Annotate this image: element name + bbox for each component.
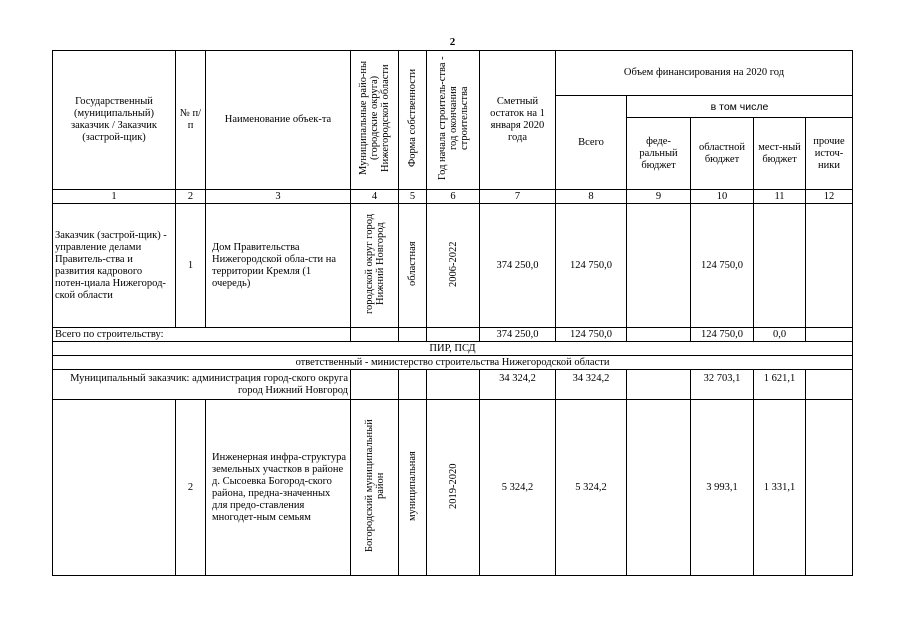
header-object-name: Наименование объек-та — [206, 51, 351, 190]
row1-ownership — [399, 204, 427, 328]
header-districts-text: Муниципальные райо-ны (городские округа) Нижегородской области — [358, 60, 391, 176]
col-num: 7 — [480, 190, 556, 204]
row2-district — [351, 400, 399, 576]
municipal-customer-row — [53, 370, 853, 400]
row2-object: Инженерная инфра-структура земельных участков в районе д. Сысоевка Богород-ского района, предна-значенных для предо-ставления многодет-ным семьям — [206, 400, 351, 576]
header-years-text: Год начала строитель-ства - год окончания строительства — [436, 56, 470, 180]
table-row — [53, 400, 853, 576]
col-num: 9 — [627, 190, 691, 204]
row1-other — [806, 204, 853, 328]
empty-cell — [627, 370, 691, 400]
col-num: 5 — [399, 190, 427, 204]
municipal-total: 34 324,2 — [556, 370, 627, 400]
page-number: 2 — [449, 36, 456, 48]
responsible-row — [53, 356, 853, 370]
empty-cell — [427, 328, 480, 342]
row2-district-text: Богородский муниципальный район — [363, 419, 386, 552]
row1-total: 124 750,0 — [556, 204, 627, 328]
empty-cell — [806, 370, 853, 400]
column-numbers-row — [53, 190, 853, 204]
col-num: 10 — [691, 190, 754, 204]
financing-table — [52, 50, 853, 576]
row2-regional: 3 993,1 — [691, 400, 754, 576]
row2-customer — [53, 400, 176, 576]
row2-local: 1 331,1 — [754, 400, 806, 576]
empty-cell — [627, 328, 691, 342]
col-num: 8 — [556, 190, 627, 204]
header-ownership — [399, 51, 427, 190]
row1-district-text: городской округ город Нижний Новгород — [363, 213, 386, 314]
col-num: 12 — [806, 190, 853, 204]
header-regional: областной бюджет — [691, 118, 754, 190]
header-years — [427, 51, 480, 190]
row1-district — [351, 204, 399, 328]
header-other: прочие источ-ники — [806, 118, 853, 190]
row1-regional: 124 750,0 — [691, 204, 754, 328]
municipal-customer-label: Муниципальный заказчик: администрация город-ского округа город Нижний Новгород — [53, 370, 351, 400]
total-construction-row — [53, 328, 853, 342]
header-federal: феде-ральный бюджет — [627, 118, 691, 190]
col-num: 2 — [176, 190, 206, 204]
col-num: 6 — [427, 190, 480, 204]
row2-years-text: 2019-2020 — [447, 462, 459, 509]
row1-number: 1 — [176, 204, 206, 328]
empty-cell — [427, 370, 480, 400]
row2-total: 5 324,2 — [556, 400, 627, 576]
header-ownership-text: Форма собственности — [407, 68, 418, 168]
municipal-regional: 32 703,1 — [691, 370, 754, 400]
header-local: мест-ный бюджет — [754, 118, 806, 190]
row2-other — [806, 400, 853, 576]
row2-federal — [627, 400, 691, 576]
empty-cell — [351, 328, 399, 342]
row2-ownership — [399, 400, 427, 576]
header-financing: Объем финансирования на 2020 год — [556, 51, 853, 96]
row1-object: Дом Правительства Нижегородской обла-сти на территории Кремля (1 очередь) — [206, 204, 351, 328]
row2-years — [427, 400, 480, 576]
empty-cell — [806, 328, 853, 342]
header-remainder: Сметный остаток на 1 января 2020 года — [480, 51, 556, 190]
row1-federal — [627, 204, 691, 328]
total-regional: 124 750,0 — [691, 328, 754, 342]
col-num: 3 — [206, 190, 351, 204]
responsible-ministry: ответственный - министерство строительства Нижегородской области — [53, 356, 853, 370]
col-num: 11 — [754, 190, 806, 204]
header-customer: Государственный (муниципальный) заказчик / Заказчик (застрой-щик) — [53, 51, 176, 190]
row1-years-text: 2006-2022 — [447, 240, 459, 287]
row1-remainder: 374 250,0 — [480, 204, 556, 328]
header-districts — [351, 51, 399, 190]
table-row — [53, 204, 853, 328]
row1-local — [754, 204, 806, 328]
empty-cell — [399, 328, 427, 342]
row2-remainder: 5 324,2 — [480, 400, 556, 576]
row2-number: 2 — [176, 400, 206, 576]
total-total: 124 750,0 — [556, 328, 627, 342]
total-construction-label: Всего по строительству: — [53, 328, 351, 342]
total-local: 0,0 — [754, 328, 806, 342]
section-pir: ПИР, ПСД — [53, 342, 853, 356]
row1-years — [427, 204, 480, 328]
col-num: 1 — [53, 190, 176, 204]
municipal-local: 1 621,1 — [754, 370, 806, 400]
header-total: Всего — [556, 96, 627, 190]
empty-cell — [399, 370, 427, 400]
total-remainder: 374 250,0 — [480, 328, 556, 342]
row2-ownership-text: муниципальная — [407, 450, 418, 521]
row1-customer: Заказчик (застрой-щик) - управление делами Правитель-ства и развития кадрового потен-циала Нижегород-ской области — [53, 204, 176, 328]
row1-ownership-text: областная — [407, 241, 418, 286]
header-including: в том числе — [627, 96, 853, 118]
header-number: № п/п — [176, 51, 206, 190]
col-num: 4 — [351, 190, 399, 204]
municipal-remainder: 34 324,2 — [480, 370, 556, 400]
section-row — [53, 342, 853, 356]
empty-cell — [351, 370, 399, 400]
